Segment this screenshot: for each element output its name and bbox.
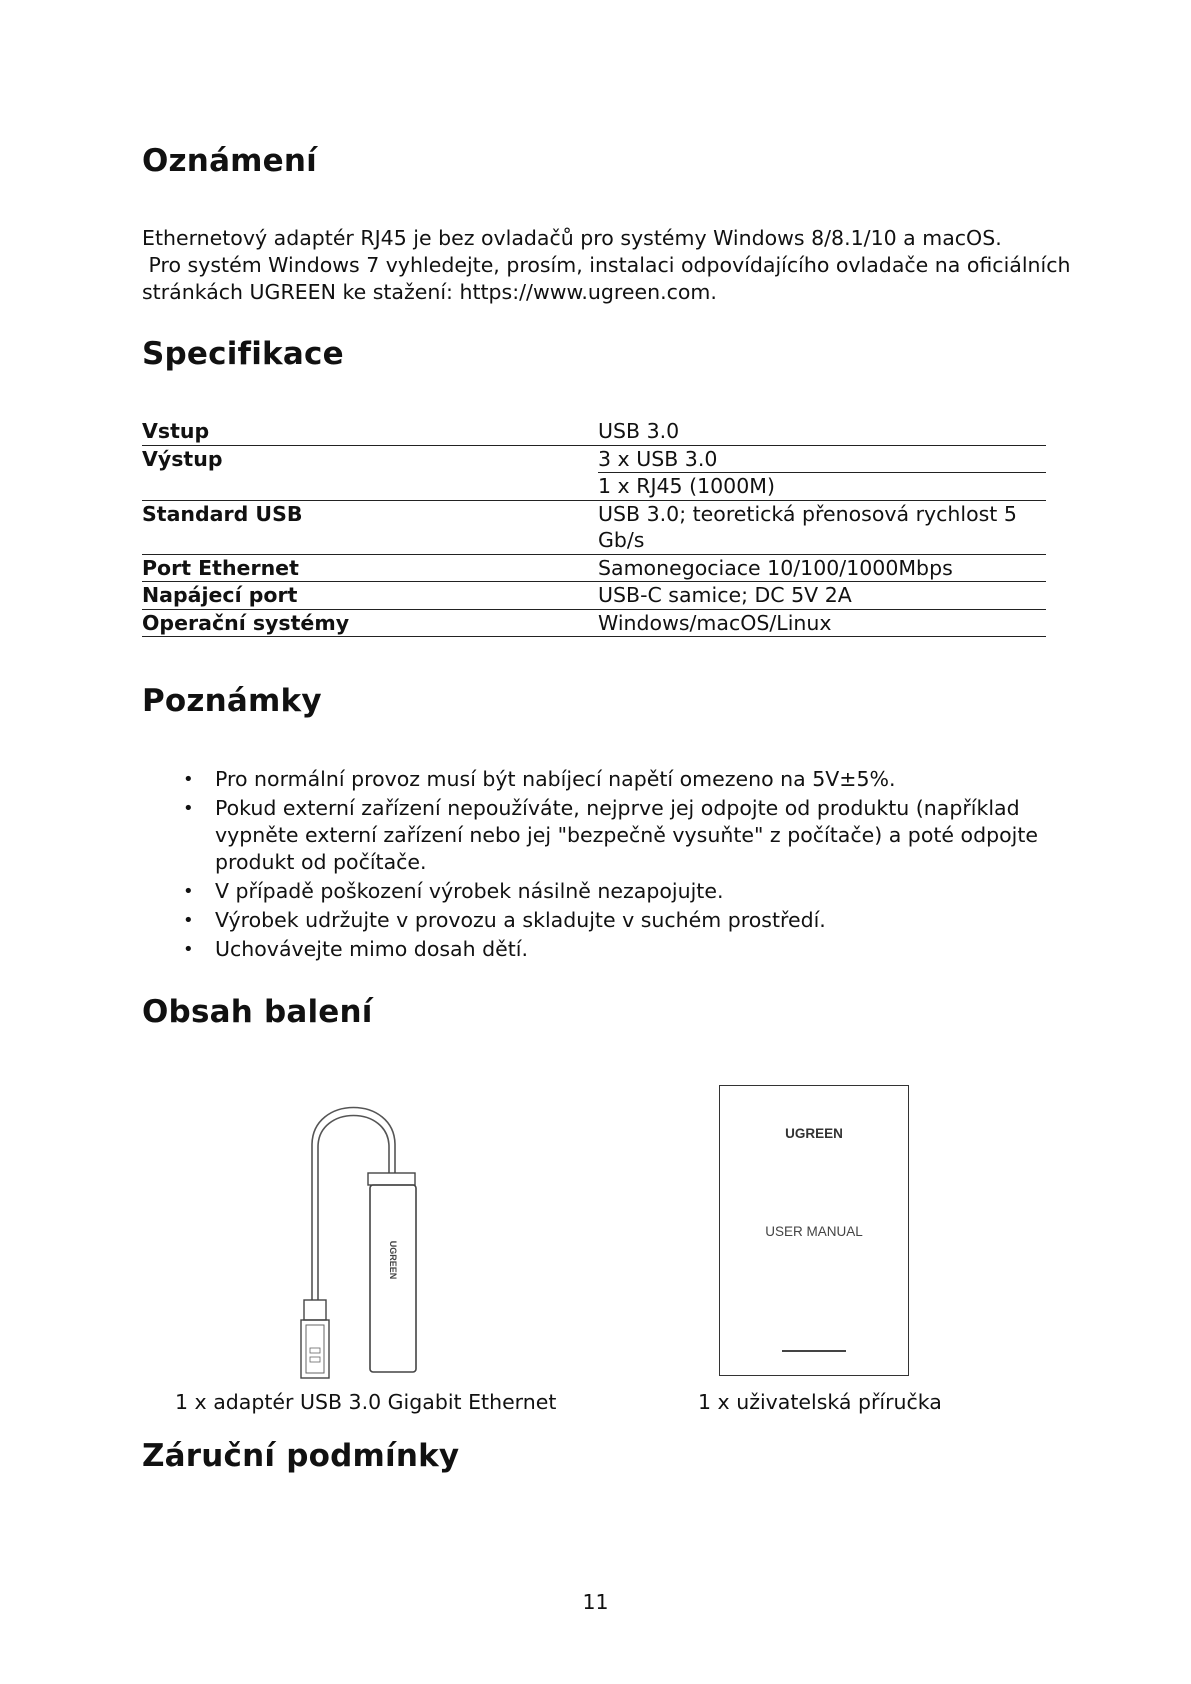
spec-key: Standard USB: [142, 501, 303, 526]
bullet-icon: •: [183, 881, 194, 902]
spec-key: Port Ethernet: [142, 555, 299, 580]
spec-value: Gb/s: [598, 528, 645, 552]
note-line: vypněte externí zařízení nebo jej "bezpečně vysuňte" z počítače) a poté odpojte: [215, 823, 1038, 847]
adapter-brand-text: UGREEN: [388, 1240, 398, 1280]
list-item: [142, 878, 1072, 905]
notice-line: stránkách UGREEN ke stažení: https://www.ugreen.com.: [142, 280, 717, 304]
spec-value: Samonegociace 10/100/1000Mbps: [598, 555, 953, 580]
warranty-heading: Záruční podmínky: [142, 1438, 460, 1474]
manual-caption: 1 x uživatelská příručka: [698, 1390, 942, 1414]
spec-row-standard-usb: [142, 501, 1046, 555]
adapter-caption: 1 x adaptér USB 3.0 Gigabit Ethernet: [175, 1390, 557, 1414]
spec-value: 1 x RJ45 (1000M): [598, 474, 775, 498]
note-line: Pokud externí zařízení nepoužíváte, nejprve jej odpojte od produktu (například: [215, 796, 1020, 820]
notes-heading: Poznámky: [142, 683, 322, 719]
user-manual-illustration: [719, 1085, 909, 1376]
list-item: [142, 907, 1072, 934]
note-line: V případě poškození výrobek násilně nezapojujte.: [215, 879, 724, 903]
spec-row-vystup: [142, 446, 1046, 501]
spec-value: Windows/macOS/Linux: [598, 610, 832, 635]
notice-line: Pro systém Windows 7 vyhledejte, prosím, instalaci odpovídajícího ovladače na oficiálních: [142, 253, 1071, 277]
list-item: [142, 766, 1072, 793]
spec-value: 3 x USB 3.0: [598, 446, 1046, 474]
list-item: [142, 795, 1072, 876]
spec-key: Operační systémy: [142, 610, 350, 635]
spec-table: [142, 418, 1046, 637]
package-heading: Obsah balení: [142, 994, 373, 1030]
note-line: Uchovávejte mimo dosah dětí.: [215, 937, 528, 961]
spec-key: Vstup: [142, 419, 210, 443]
spec-row-vstup: [142, 418, 1046, 446]
page-number: 11: [582, 1590, 609, 1614]
specs-heading: Specifikace: [142, 336, 344, 372]
spec-row-port-ethernet: [142, 555, 1046, 583]
list-item: [142, 936, 1072, 963]
manual-divider: [782, 1350, 846, 1352]
bullet-icon: •: [183, 798, 194, 819]
bullet-icon: •: [183, 910, 194, 931]
note-line: produkt od počítače.: [215, 850, 427, 874]
bullet-icon: •: [183, 769, 194, 790]
spec-key: Výstup: [142, 446, 223, 471]
note-line: Pro normální provoz musí být nabíjecí napětí omezeno na 5V±5%.: [215, 767, 896, 791]
usb-hub-illustration: [290, 1085, 440, 1385]
bullet-icon: •: [183, 939, 194, 960]
notice-paragraph: [142, 225, 1072, 306]
spec-value: USB 3.0: [598, 419, 680, 443]
spec-value: USB-C samice; DC 5V 2A: [598, 583, 852, 607]
notes-list: [142, 766, 1072, 965]
manual-brand-text: UGREEN: [785, 1126, 843, 1141]
manual-title-text: USER MANUAL: [765, 1224, 863, 1239]
spec-key: Napájecí port: [142, 583, 298, 607]
spec-row-napajeci-port: [142, 582, 1046, 610]
notice-heading: Oznámení: [142, 143, 318, 179]
note-line: Výrobek udržujte v provozu a skladujte v suchém prostředí.: [215, 908, 826, 932]
spec-value: USB 3.0; teoretická přenosová rychlost 5: [598, 501, 1017, 526]
notice-line: Ethernetový adaptér RJ45 je bez ovladačů pro systémy Windows 8/8.1/10 a macOS.: [142, 226, 1002, 250]
spec-row-operacni-systemy: [142, 610, 1046, 638]
